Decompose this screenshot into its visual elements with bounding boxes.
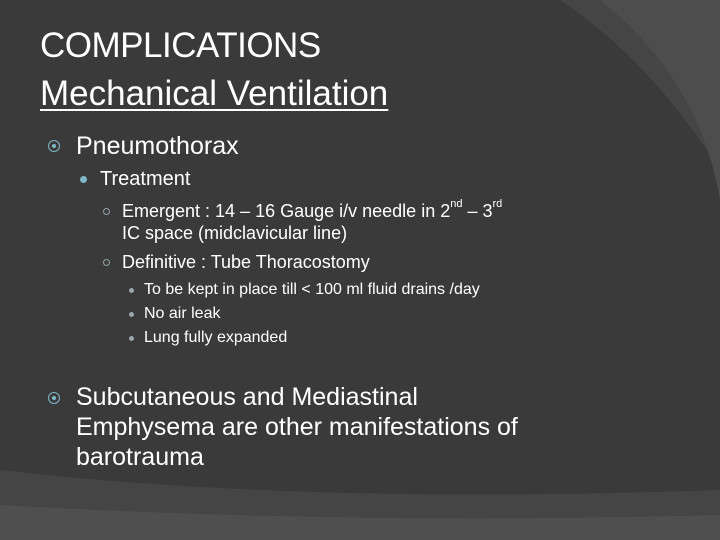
slide-title: COMPLICATIONS [40,26,321,65]
bullet-subcutaneous-line1: Subcutaneous and Mediastinal [76,383,418,411]
circle-bullet-icon [48,140,60,152]
bullet-no-air-leak: No air leak [144,305,221,322]
emergent-text: Emergent : 14 – 16 Gauge i/v needle in 2 [122,201,451,221]
emergent-dash: – 3 [462,201,493,221]
bullet-definitive: Definitive : Tube Thoracostomy [122,252,370,272]
emergent-sup-rd: rd [492,198,503,210]
bullet-subcutaneous-line3: barotrauma [76,443,204,471]
ring-bullet-icon [103,208,110,215]
small-dot-bullet-icon [129,336,134,341]
bullet-emergent [122,200,502,222]
emergent-sup-nd: nd [450,198,463,210]
bullet-pneumothorax: Pneumothorax [76,132,239,160]
small-dot-bullet-icon [129,288,134,293]
bullet-kept-in-place: To be kept in place till < 100 ml fluid drains /day [144,281,480,298]
slide-subtitle: Mechanical Ventilation [40,74,389,113]
ring-bullet-icon [103,259,110,266]
circle-bullet-icon [48,392,60,404]
small-dot-bullet-icon [129,312,134,317]
dot-bullet-icon [80,176,87,183]
bullet-treatment: Treatment [100,168,191,190]
bullet-emergent-line2: IC space (midclavicular line) [122,223,348,243]
bullet-lung-expanded: Lung fully expanded [144,329,288,346]
bullet-subcutaneous-line2: Emphysema are other manifestations of [76,413,518,441]
